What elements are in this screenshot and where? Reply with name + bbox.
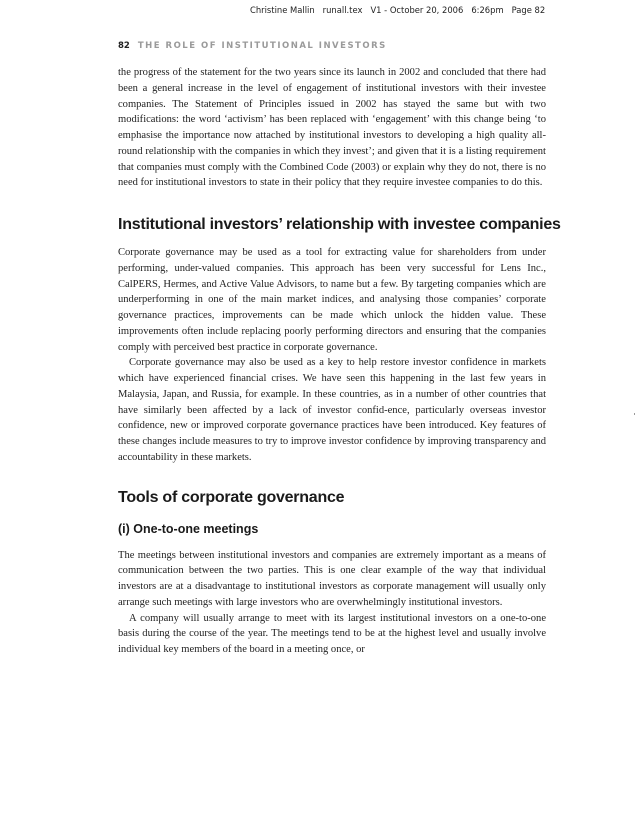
page-number: 82 xyxy=(118,41,130,51)
page-body xyxy=(118,65,561,658)
running-head xyxy=(118,39,387,53)
section-heading-tools: Tools of corporate governance xyxy=(118,488,345,506)
subsection-heading-meetings: (i) One-to-one meetings xyxy=(118,521,259,536)
print-slug-header xyxy=(250,2,636,18)
slug-file: runall.tex xyxy=(322,5,363,15)
slug-time: 6:26pm xyxy=(471,5,504,15)
paragraph-meetings-arrangement: A company will usually arrange to meet with its largest institutional investors on a one-to-one basis during the course of the year. The meetings tend to be at the highest level and usually involve individual key members of the board in a meeting once, or xyxy=(118,612,546,655)
paragraph-value-extraction: Corporate governance may be used as a tool for extracting value for shareholders from under performing, under-valued companies. This approach has been very successful for Lens Inc., CalPERS, Hermes, and Active Value Advisors, to name but a few. By targeting companies which are underperforming in one of the main market indices, and analysing those companies’ corporate governance practices, improvements can be made which unlock the hidden value. These improvements often include replacing poorly performing directors and ensuring that the companies comply with perceived best practice in corporate governance. xyxy=(118,247,546,353)
running-head-title: THE ROLE OF INSTITUTIONAL INVESTORS xyxy=(137,41,387,51)
slug-version: V1 - October 20, 2006 xyxy=(370,5,464,15)
slug-author: Christine Mallin xyxy=(250,5,315,15)
paragraph-meetings-importance: The meetings between institutional investors and companies are extremely important as a means of communication between the two parties. This is one clear example of the way that individual investors are at a disadvantage to institutional investors as corporate management will usually only arrange such meetings with large investors who are overwhelmingly institutional investors. xyxy=(118,549,546,608)
slug-page: Page 82 xyxy=(511,5,546,15)
section-heading-relationship: Institutional investors’ relationship with investee companies xyxy=(118,216,561,233)
edge-mark xyxy=(634,413,635,415)
paragraph-investor-confidence: Corporate governance may also be used as a key to help restore investor confidence in markets which have experienced financial crises. We have seen this happening in the last few years in Malaysia, Japan, and Russia, for example. In these countries, as in a number of other countries that have similarly been affected by a lack of investor confid-ence, particularly overseas investor confidence, new or improved corporate governance practices have been introduced. Key features of these changes include measures to try to improve investor confidence by improving transparency and accountability in these markets. xyxy=(118,357,546,463)
intro-paragraph: the progress of the statement for the two years since its launch in 2002 and concluded that there had been a general increase in the level of engagement of institutional investors with their investee companies. The Statement of Principles issued in 2002 has stayed the same but with two modifications: the word ‘activism’ has been replaced with ‘engagement’ with this change being ‘to emphasise the importance now attached by institutional investors to developing a high quality all-round relationship with the companies in which they invest’; and given that it is a listing requirement that companies must comply with the Combined Code (2003) or explain why they do not, there is no need for institutional investors to state in their policy that they require investee companies to do this. xyxy=(118,67,546,189)
